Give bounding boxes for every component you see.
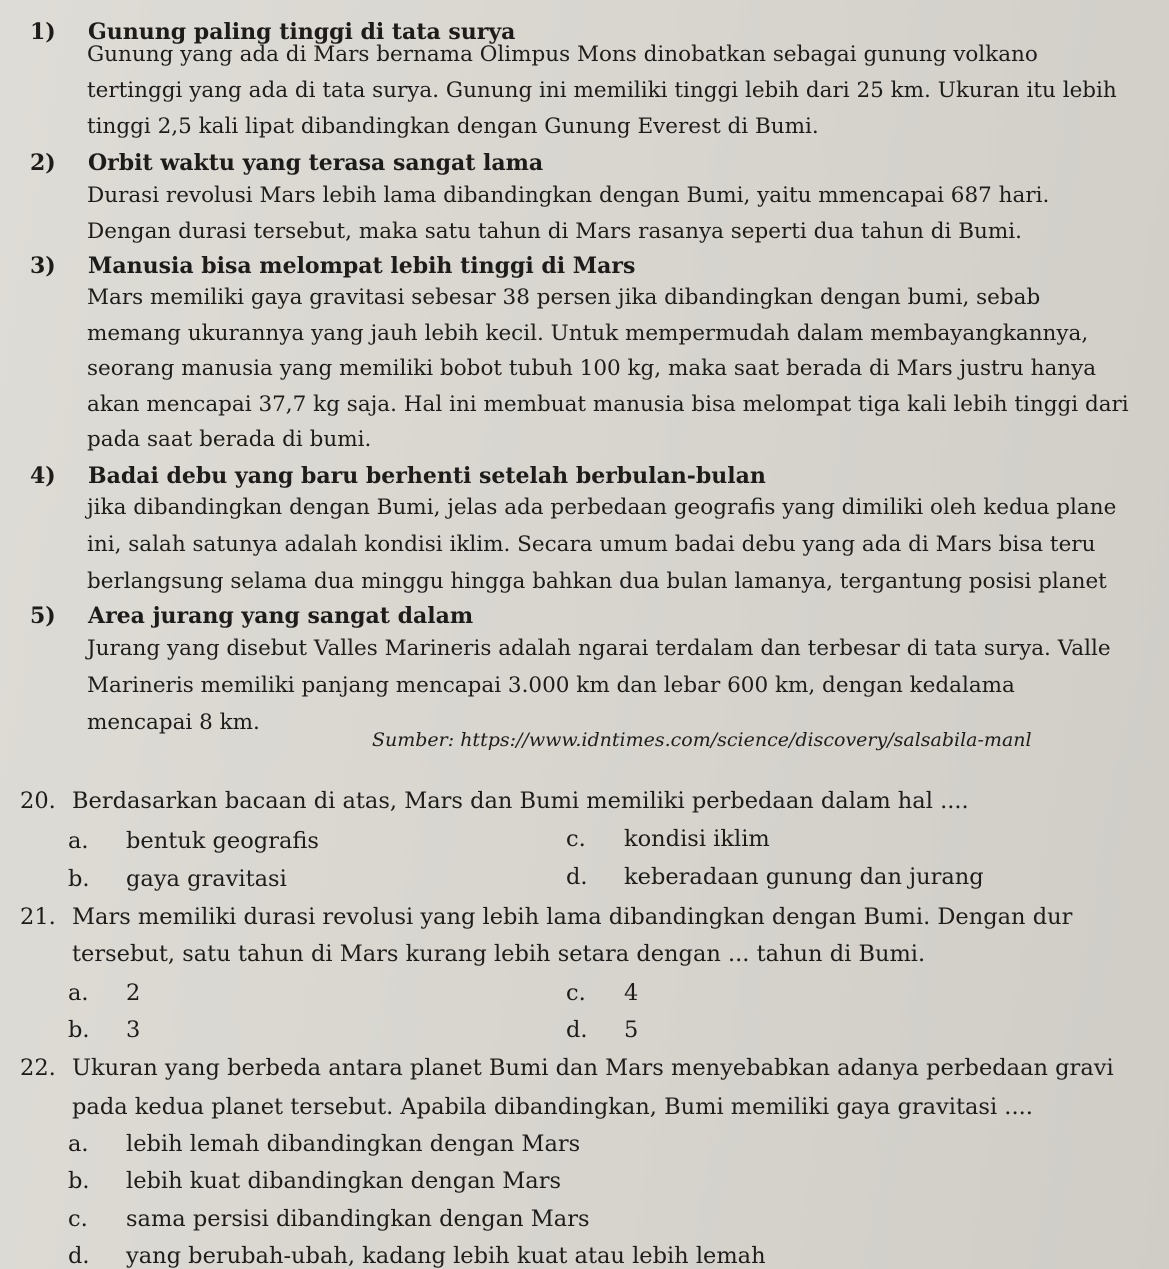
section-title: Badai debu yang baru berhenti setelah berbulan-bulan: [88, 463, 766, 489]
paragraph-line: ini, salah satunya adalah kondisi iklim. Secara umum badai debu yang ada di Mars bisa teru: [87, 532, 1096, 557]
section-title: Area jurang yang sangat dalam: [88, 603, 474, 629]
paragraph-line: pada saat berada di bumi.: [87, 427, 372, 452]
option-letter: b.: [68, 866, 90, 892]
option-letter: d.: [566, 1017, 588, 1043]
option-text: 5: [624, 1017, 639, 1043]
option-letter: a.: [68, 828, 89, 854]
section-3-heading: [30, 253, 635, 279]
section-number: 1): [30, 19, 56, 45]
question-21: [20, 904, 1072, 930]
question-number: 21.: [20, 904, 56, 930]
question-number: 20.: [20, 788, 56, 814]
option-text: gaya gravitasi: [126, 866, 287, 892]
paragraph-line: tinggi 2,5 kali lipat dibandingkan dengan Gunung Everest di Bumi.: [87, 114, 819, 139]
option-d[interactable]: [68, 1243, 766, 1269]
option-b[interactable]: [68, 866, 287, 892]
option-text: yang berubah-ubah, kadang lebih kuat atau lebih lemah: [126, 1243, 766, 1269]
option-c[interactable]: [566, 826, 770, 852]
option-letter: a.: [68, 1131, 89, 1157]
option-text: lebih lemah dibandingkan dengan Mars: [126, 1131, 581, 1157]
option-b[interactable]: [68, 1168, 561, 1194]
paragraph-line: Dengan durasi tersebut, maka satu tahun di Mars rasanya seperti dua tahun di Bumi.: [87, 219, 1022, 244]
section-number: 4): [30, 463, 56, 489]
paragraph-line: seorang manusia yang memiliki bobot tubuh 100 kg, maka saat berada di Mars justru hanya: [87, 356, 1097, 381]
option-a[interactable]: [68, 1131, 580, 1157]
paragraph-line: berlangsung selama dua minggu hingga bahkan dua bulan lamanya, tergantung posisi planet: [87, 569, 1107, 594]
section-title: Manusia bisa melompat lebih tinggi di Mars: [88, 253, 636, 279]
option-text: 2: [126, 980, 141, 1006]
question-text: Mars memiliki durasi revolusi yang lebih lama dibandingkan dengan Bumi. Dengan dur: [72, 904, 1073, 930]
paragraph-line: Durasi revolusi Mars lebih lama dibandingkan dengan Bumi, yaitu mmencapai 687 hari.: [87, 183, 1050, 208]
option-text: lebih kuat dibandingkan dengan Mars: [126, 1168, 562, 1194]
section-title: Orbit waktu yang terasa sangat lama: [88, 150, 544, 176]
section-number: 2): [30, 150, 56, 176]
paragraph-line: mencapai 8 km.: [87, 710, 260, 735]
option-b[interactable]: [68, 1017, 140, 1043]
option-c[interactable]: [68, 1206, 590, 1232]
option-letter: b.: [68, 1017, 90, 1043]
section-4-heading: [30, 463, 766, 489]
option-letter: c.: [68, 1206, 88, 1232]
question-21-line-2: tersebut, satu tahun di Mars kurang lebih setara dengan ... tahun di Bumi.: [72, 941, 926, 967]
option-letter: a.: [68, 980, 89, 1006]
paragraph-line: Gunung yang ada di Mars bernama Olimpus Mons dinobatkan sebagai gunung volkano: [87, 42, 1038, 67]
option-text: 3: [126, 1017, 141, 1043]
paragraph-line: jika dibandingkan dengan Bumi, jelas ada perbedaan geografis yang dimiliki oleh kedua plane: [87, 495, 1117, 520]
option-text: kondisi iklim: [624, 826, 770, 852]
paragraph-line: Jurang yang disebut Valles Marineris adalah ngarai terdalam dan terbesar di tata surya. Valle: [87, 636, 1111, 661]
option-a[interactable]: [68, 828, 319, 854]
option-letter: d.: [68, 1243, 90, 1269]
question-22: [20, 1055, 1114, 1081]
option-d[interactable]: [566, 1017, 638, 1043]
option-text: keberadaan gunung dan jurang: [624, 864, 984, 890]
question-text: Ukuran yang berbeda antara planet Bumi dan Mars menyebabkan adanya perbedaan gravi: [72, 1055, 1114, 1081]
option-letter: b.: [68, 1168, 90, 1194]
paragraph-line: Marineris memiliki panjang mencapai 3.000 km dan lebar 600 km, dengan kedalama: [87, 673, 1015, 698]
option-d[interactable]: [566, 864, 984, 890]
option-text: bentuk geografis: [126, 828, 319, 854]
option-letter: d.: [566, 864, 588, 890]
section-number: 3): [30, 253, 56, 279]
option-c[interactable]: [566, 980, 638, 1006]
question-22-line-2: pada kedua planet tersebut. Apabila dibandingkan, Bumi memiliki gaya gravitasi ....: [72, 1094, 1033, 1120]
question-number: 22.: [20, 1055, 56, 1081]
section-2-heading: [30, 150, 543, 176]
option-a[interactable]: [68, 980, 140, 1006]
source-citation: Sumber: https://www.idntimes.com/science/discovery/salsabila-manl: [372, 729, 1032, 751]
option-letter: c.: [566, 826, 586, 852]
section-number: 5): [30, 603, 56, 629]
section-5-heading: [30, 603, 473, 629]
paragraph-line: Mars memiliki gaya gravitasi sebesar 38 persen jika dibandingkan dengan bumi, sebab: [87, 285, 1041, 310]
option-text: 4: [624, 980, 639, 1006]
question-20: [20, 788, 969, 814]
paragraph-line: akan mencapai 37,7 kg saja. Hal ini membuat manusia bisa melompat tiga kali lebih tinggi dari: [87, 392, 1129, 417]
paragraph-line: memang ukurannya yang jauh lebih kecil. Untuk mempermudah dalam membayangkannya,: [87, 321, 1089, 346]
question-text: Berdasarkan bacaan di atas, Mars dan Bumi memiliki perbedaan dalam hal ....: [72, 788, 969, 814]
paragraph-line: tertinggi yang ada di tata surya. Gunung ini memiliki tinggi lebih dari 25 km. Ukuran itu lebih: [87, 78, 1117, 103]
option-letter: c.: [566, 980, 586, 1006]
option-text: sama persisi dibandingkan dengan Mars: [126, 1206, 590, 1232]
section-title: Gunung paling tinggi di tata surya: [88, 19, 516, 45]
